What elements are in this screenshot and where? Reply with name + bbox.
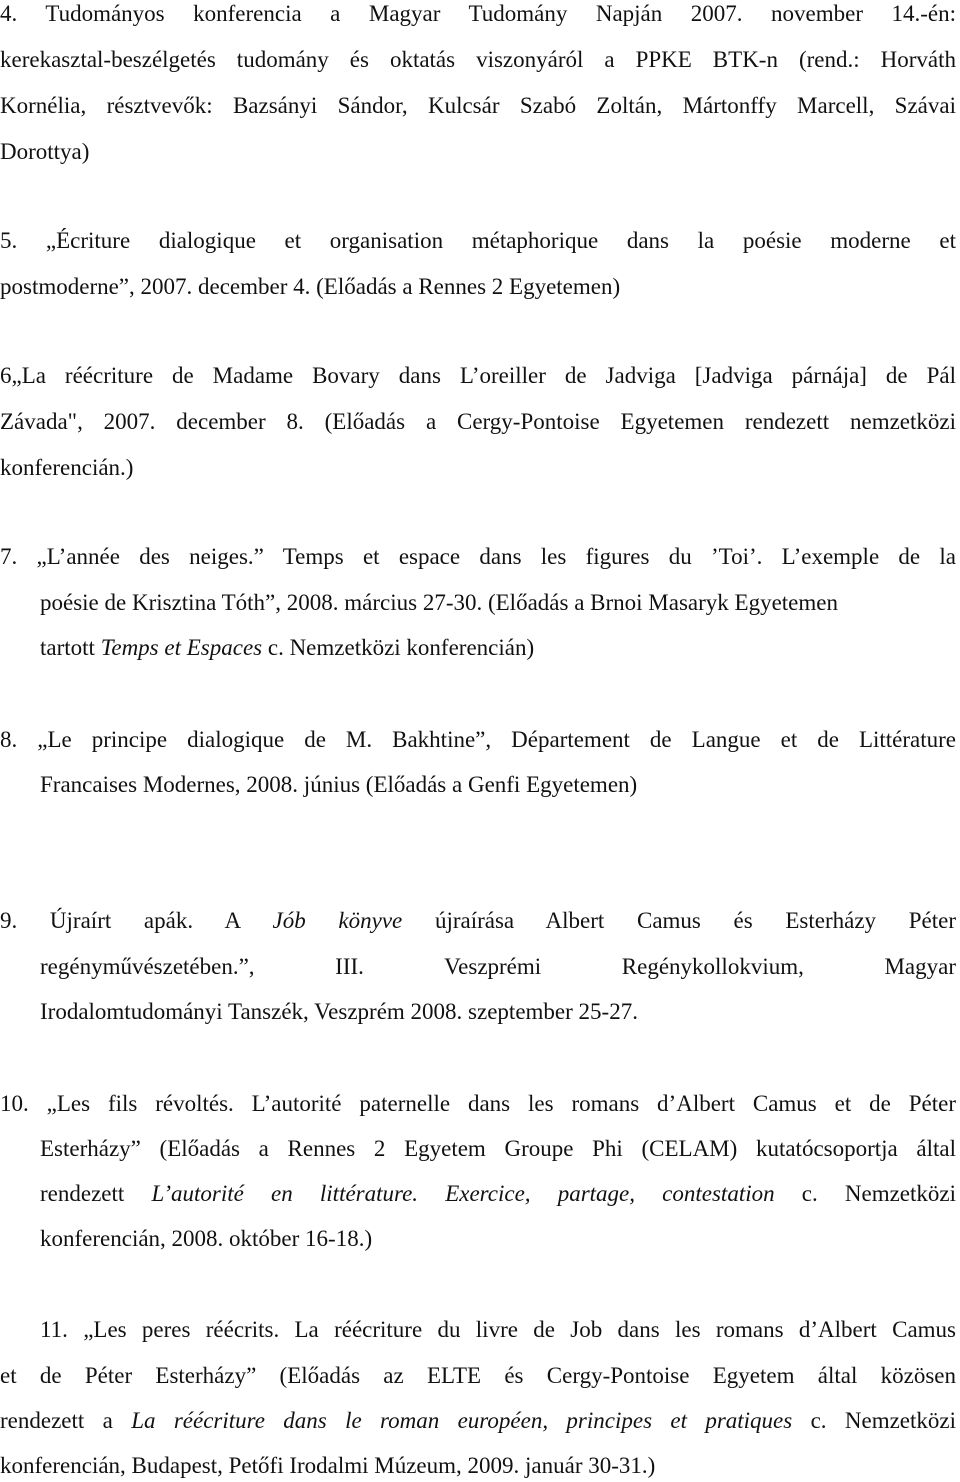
item-7-line-3-a: tartott	[40, 635, 101, 660]
item-9-line-2: regényművészetében.”, III. Veszprémi Regénykollokvium, Magyar	[40, 954, 956, 979]
item-9-line-1-b: újraírása Albert Camus és Esterházy Péter	[402, 908, 957, 933]
item-10-line-1: 10. „Les fils révoltés. L’autorité paternelle dans les romans d’Albert Camus et de Péter	[0, 1091, 956, 1116]
item-8-line-1: 8. „Le principe dialogique de M. Bakhtine”, Département de Langue et de Littérature	[0, 727, 956, 752]
item-4-line-3: Kornélia, résztvevők: Bazsányi Sándor, Kulcsár Szabó Zoltán, Mártonffy Marcell, Szávai	[0, 93, 956, 118]
item-5-line-1: 5. „Écriture dialogique et organisation métaphorique dans la poésie moderne et	[0, 228, 956, 253]
item-4-line-4: Dorottya)	[0, 139, 90, 164]
item-7-line-2: poésie de Krisztina Tóth”, 2008. március 27-30. (Előadás a Brnoi Masaryk Egyetemen	[40, 590, 838, 615]
item-11-line-3-italic: La réécriture dans le roman européen, principes et pratiques	[131, 1408, 793, 1433]
item-6-line-3: konferencián.)	[0, 455, 134, 480]
item-7-line-1: 7. „L’année des neiges.” Temps et espace dans les figures du ’Toi’. L’exemple de la	[0, 544, 956, 569]
item-11-line-1: 11. „Les peres réécrits. La réécriture du livre de Job dans les romans d’Albert Camus	[40, 1317, 956, 1342]
item-11-line-2: et de Péter Esterházy” (Előadás az ELTE és Cergy-Pontoise Egyetem által közösen	[0, 1363, 956, 1388]
item-7-line-3-b: c. Nemzetközi konferencián)	[262, 635, 535, 660]
item-4-line-1: 4. Tudományos konferencia a Magyar Tudomány Napján 2007. november 14.-én:	[0, 1, 956, 26]
item-7-line-3	[40, 634, 534, 662]
item-8-line-2: Francaises Modernes, 2008. június (Előadás a Genfi Egyetemen)	[40, 772, 638, 797]
item-10-line-2: Esterházy” (Előadás a Rennes 2 Egyetem Groupe Phi (CELAM) kutatócsoportja által	[40, 1136, 956, 1161]
item-9-line-1	[0, 907, 956, 935]
item-9-line-1-a: 9. Újraírt apák. A	[0, 908, 273, 933]
item-5-line-2: postmoderne”, 2007. december 4. (Előadás a Rennes 2 Egyetemen)	[0, 274, 621, 299]
item-11-line-4: konferencián, Budapest, Petőfi Irodalmi Múzeum, 2009. január 30-31.)	[0, 1453, 656, 1478]
item-7-line-3-italic: Temps et Espaces	[100, 635, 263, 660]
item-10-line-3-a: rendezett	[40, 1181, 152, 1206]
item-11-line-3	[0, 1407, 956, 1435]
item-9-line-1-italic: Jób könyve	[272, 908, 403, 933]
item-9-line-3: Irodalomtudományi Tanszék, Veszprém 2008. szeptember 25-27.	[40, 999, 638, 1024]
item-10-line-3-b: c. Nemzetközi	[774, 1181, 957, 1206]
item-4-line-2: kerekasztal-beszélgetés tudomány és oktatás viszonyáról a PPKE BTK-n (rend.: Horváth	[0, 47, 956, 72]
item-6-line-1: 6„La réécriture de Madame Bovary dans L’oreiller de Jadviga [Jadviga párnája] de Pál	[0, 363, 956, 388]
item-10-line-4: konferencián, 2008. október 16-18.)	[40, 1226, 373, 1251]
item-10-line-3	[40, 1180, 956, 1208]
item-10-line-3-italic: L’autorité en littérature. Exercice, partage, contestation	[151, 1181, 775, 1206]
item-11-line-3-b: c. Nemzetközi	[792, 1408, 956, 1433]
item-6-line-2: Závada", 2007. december 8. (Előadás a Cergy-Pontoise Egyetemen rendezett nemzetközi	[0, 409, 956, 434]
item-11-line-3-a: rendezett a	[0, 1408, 132, 1433]
